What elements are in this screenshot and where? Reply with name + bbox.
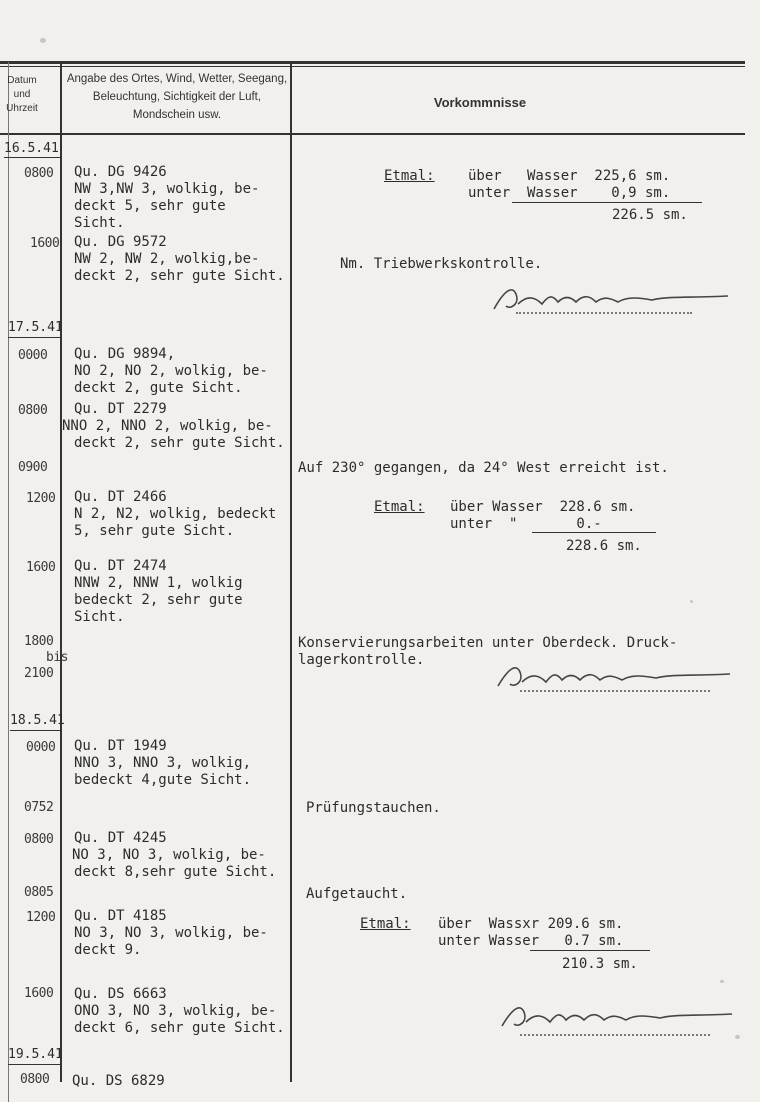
entry-weather-line: deckt 2, sehr gute Sicht. bbox=[74, 435, 285, 451]
column-rule-1 bbox=[60, 62, 62, 1082]
entry-position: Qu. DS 6663 bbox=[74, 986, 167, 1002]
entry-time: 1600 bbox=[24, 986, 54, 1001]
entry-time: 1600 bbox=[26, 560, 56, 575]
header-datum: Datum und Uhrzeit bbox=[6, 75, 38, 114]
entry-weather-line: 5, sehr gute Sicht. bbox=[74, 523, 235, 539]
paper-speck bbox=[735, 1035, 740, 1039]
entry-weather-line: deckt 2, sehr gute Sicht. bbox=[74, 268, 285, 284]
entry-weather-line: deckt 5, sehr gute bbox=[74, 198, 226, 214]
column-rule-2 bbox=[290, 62, 292, 1082]
event-text: Nm. Triebwerkskontrolle. bbox=[340, 256, 543, 272]
entry-weather-line: Sicht. bbox=[74, 215, 125, 231]
entry-weather-line: bedeckt 4,gute Sicht. bbox=[74, 772, 252, 788]
event-text: lagerkontrolle. bbox=[298, 652, 425, 668]
entry-weather-line: NW 2, NW 2, wolkig,be- bbox=[74, 251, 260, 267]
entry-weather-line: NNO 3, NNO 3, wolkig, bbox=[74, 755, 252, 771]
day-underline bbox=[10, 730, 62, 731]
signature-dotted-line bbox=[520, 690, 710, 692]
paper-speck bbox=[690, 600, 693, 603]
etmal-label: Etmal: bbox=[384, 168, 435, 184]
entry-position: Qu. DT 2466 bbox=[74, 489, 167, 505]
signature-scribble bbox=[488, 1000, 748, 1034]
signature-dotted-line bbox=[516, 312, 692, 314]
etmal-row: unter " 0.- bbox=[450, 516, 602, 532]
etmal-row: über Wasser 228.6 sm. bbox=[450, 499, 636, 515]
etmal-row: über Wasser 225,6 sm. bbox=[468, 168, 671, 184]
entry-weather-line: NNO 2, NNO 2, wolkig, be- bbox=[62, 418, 273, 434]
left-edge-rule bbox=[8, 62, 9, 1102]
entry-position: Qu. DT 4185 bbox=[74, 908, 167, 924]
entry-time: 0800 bbox=[20, 1072, 50, 1087]
entry-weather-line: deckt 9. bbox=[74, 942, 142, 958]
header-angabe: Angabe des Ortes, Wind, Wetter, Seegang, Beleuchtung, Sichtigkeit der Luft, Mondschein usw. bbox=[66, 73, 288, 121]
entry-position: Qu. DS 6829 bbox=[72, 1073, 165, 1089]
entry-position: Qu. DG 9572 bbox=[74, 234, 167, 250]
header-top-rule-thin bbox=[0, 66, 745, 67]
entry-time: 0000 bbox=[18, 348, 48, 363]
etmal-row: über Wassxr 209.6 sm. bbox=[438, 916, 624, 932]
entry-position: Qu. DG 9894, bbox=[74, 346, 176, 362]
entry-time: 2100 bbox=[24, 666, 54, 681]
day-underline bbox=[8, 1064, 62, 1065]
paper-speck bbox=[40, 38, 46, 43]
entry-time: 0805 bbox=[24, 885, 54, 900]
etmal-sum-rule bbox=[532, 532, 656, 533]
signature-dotted-line bbox=[520, 1034, 710, 1036]
entry-time: 0800 bbox=[18, 403, 48, 418]
entry-weather-line: NNW 2, NNW 1, wolkig bbox=[74, 575, 243, 591]
entry-weather-line: NO 3, NO 3, wolkig, be- bbox=[72, 847, 266, 863]
etmal-sum-rule bbox=[530, 950, 650, 951]
entry-position: Qu. DT 2474 bbox=[74, 558, 167, 574]
entry-weather-line: deckt 8,sehr gute Sicht. bbox=[74, 864, 277, 880]
header-vorkommnisse: Vorkommnisse bbox=[433, 95, 527, 110]
entry-position: Qu. DT 4245 bbox=[74, 830, 167, 846]
etmal-sum-rule bbox=[512, 202, 702, 203]
header-bottom-rule bbox=[0, 133, 745, 135]
entry-weather-line: N 2, N2, wolkig, bedeckt bbox=[74, 506, 277, 522]
entry-time: 1800 bbox=[24, 634, 54, 649]
etmal-label: Etmal: bbox=[360, 916, 411, 932]
entry-weather-line: NO 2, NO 2, wolkig, be- bbox=[74, 363, 268, 379]
entry-position: Qu. DT 2279 bbox=[74, 401, 167, 417]
entry-time: 1200 bbox=[26, 910, 56, 925]
header-top-rule bbox=[0, 61, 745, 64]
day-date: 17.5.41 bbox=[8, 320, 63, 335]
entry-weather-line: Sicht. bbox=[74, 609, 125, 625]
entry-weather-line: NO 3, NO 3, wolkig, be- bbox=[74, 925, 268, 941]
entry-weather-line: bedeckt 2, sehr gute bbox=[74, 592, 243, 608]
entry-time: 1200 bbox=[26, 491, 56, 506]
entry-time: bis bbox=[46, 650, 68, 665]
etmal-total: 228.6 sm. bbox=[566, 538, 642, 554]
day-date: 16.5.41 bbox=[4, 141, 59, 156]
paper-speck bbox=[720, 980, 724, 983]
event-text: Auf 230° gegangen, da 24° West erreicht ist. bbox=[298, 460, 669, 476]
entry-weather-line: ONO 3, NO 3, wolkig, be- bbox=[74, 1003, 277, 1019]
entry-time: 0000 bbox=[26, 740, 56, 755]
event-text: Konservierungsarbeiten unter Oberdeck. Druck- bbox=[298, 635, 678, 651]
entry-weather-line: deckt 6, sehr gute Sicht. bbox=[74, 1020, 285, 1036]
day-underline bbox=[8, 337, 62, 338]
day-date: 19.5.41 bbox=[8, 1047, 63, 1062]
entry-time: 1600 bbox=[30, 236, 60, 251]
entry-time: 0752 bbox=[24, 800, 54, 815]
entry-position: Qu. DG 9426 bbox=[74, 164, 167, 180]
etmal-row: unter Wasser 0,9 sm. bbox=[468, 185, 671, 201]
day-date: 18.5.41 bbox=[10, 713, 65, 728]
event-text: Prüfungstauchen. bbox=[306, 800, 441, 816]
event-text: Aufgetaucht. bbox=[306, 886, 408, 902]
etmal-total: 210.3 sm. bbox=[562, 956, 638, 972]
day-underline bbox=[4, 157, 62, 158]
signature-scribble bbox=[484, 660, 744, 694]
etmal-row: unter Wasser 0.7 sm. bbox=[438, 933, 624, 949]
entry-weather-line: deckt 2, gute Sicht. bbox=[74, 380, 243, 396]
entry-weather-line: NW 3,NW 3, wolkig, be- bbox=[74, 181, 260, 197]
entry-time: 0800 bbox=[24, 832, 54, 847]
etmal-label: Etmal: bbox=[374, 499, 425, 515]
etmal-total: 226.5 sm. bbox=[612, 207, 688, 223]
entry-time: 0900 bbox=[18, 460, 48, 475]
entry-position: Qu. DT 1949 bbox=[74, 738, 167, 754]
entry-time: 0800 bbox=[24, 166, 54, 181]
